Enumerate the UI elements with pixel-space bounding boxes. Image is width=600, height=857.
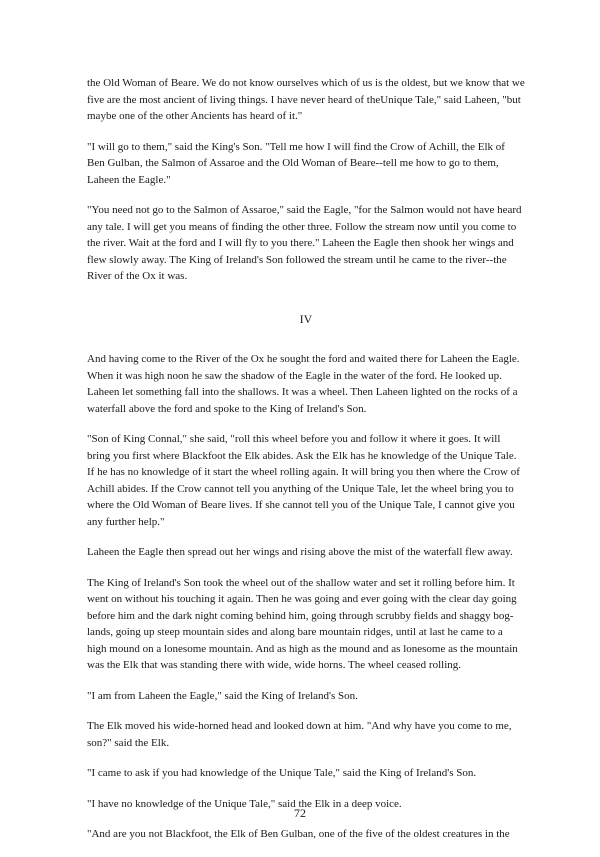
- paragraph: The King of Ireland's Son took the wheel out of the shallow water and set it rolling before him. It went on without his touching it again. Then he was going and ever going with the clear day going before him and the dark night coming behind him, going through scrubby fields and shaggy bog-lands, going up steep mountain sides and along bare mountain ridges, until at last he came to a high mound on a lonesome mountain. And as high as the mound and as lonesome as the mountain was the Elk that was standing there with wide, wide horns. The wheel ceased rolling.: [87, 576, 518, 671]
- paragraph: "I came to ask if you had knowledge of the Unique Tale," said the King of Ireland's Son.: [87, 767, 477, 779]
- paragraph: the Old Woman of Beare. We do not know ourselves which of us is the oldest, but we know that we five are the most ancient of living things. I have never heard of theUnique Tale," said Laheen, "but maybe one of the other Ancients has heard of it.": [87, 77, 525, 122]
- paragraph: Laheen the Eagle then spread out her wings and rising above the mist of the waterfall flew away.: [87, 546, 513, 558]
- paragraph: "I have no knowledge of the Unique Tale," said the Elk in a deep voice.: [87, 797, 402, 810]
- paragraph: "And are you not Blackfoot, the Elk of Ben Gulban, one of the five of the oldest creatures in the: [87, 828, 510, 840]
- paragraph: "I am from Laheen the Eagle," said the King of Ireland's Son.: [87, 689, 358, 702]
- paragraph: "Son of King Connal," she said, "roll this wheel before you and follow it where it goes. It will bring you first where Blackfoot the Elk abides. Ask the Elk has he knowledge of the Unique Tale. If he has no knowledge of it start the wheel rolling again. It will bring you then where the Crow of Achill abides. If the Crow cannot tell you anything of the Unique Tale, let the wheel bring you to where the Old Woman of Beare lives. If she cannot tell you of the Unique Tale, I cannot give you any further help.": [87, 433, 520, 528]
- section-heading: IV: [299, 311, 313, 326]
- paragraph: "I will go to them," said the King's Son. "Tell me how I will find the Crow of Achill, the Elk of Ben Gulban, the Salmon of Assaroe and the Old Woman of Beare--tell me how to go to them, Laheen the Eagle.": [87, 140, 505, 186]
- body-text: [87, 75, 525, 857]
- paragraph: "You need not go to the Salmon of Assaroe," said the Eagle, "for the Salmon would not have heard any tale. I will get you means of finding the other three. Follow the stream now until you come to the river. Wait at the ford and I will fly to you there." Laheen the Eagle then shook her wings and flew slowly away. The King of Ireland's Son followed the stream until he came to the river--the River of the Ox it was.: [87, 204, 522, 282]
- paragraph: And having come to the River of the Ox he sought the ford and waited there for Laheen the Eagle. When it was high noon he saw the shadow of the Eagle in the water of the ford. He looked up. Laheen let something fall into the shallows. It was a wheel. Then Laheen lighted on the rocks of a waterfall above the ford and spoke to the King of Ireland's Son.: [87, 353, 520, 415]
- paragraph: The Elk moved his wide-horned head and looked down at him. "And why have you come to me, son?" said the Elk.: [87, 720, 512, 749]
- page-number: 72: [294, 806, 306, 820]
